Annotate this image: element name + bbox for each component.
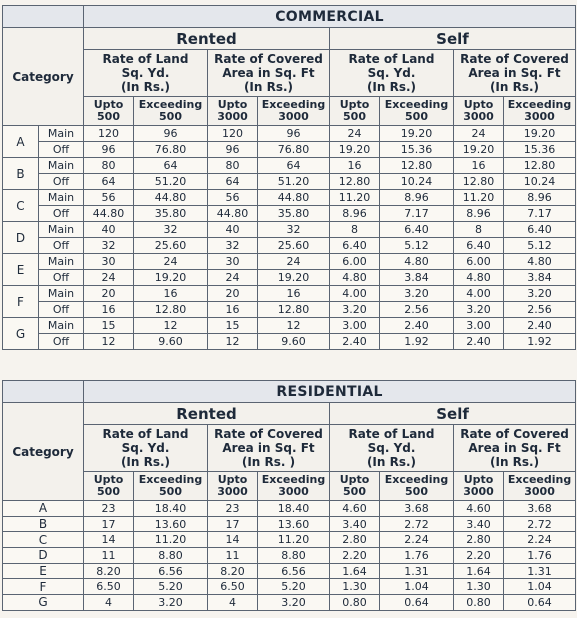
table-row <box>3 158 576 174</box>
rate-cell: 12.80 <box>380 158 454 174</box>
rate-cell: 15.36 <box>380 142 454 158</box>
rate-cell: 35.80 <box>258 206 330 222</box>
rate-cell: 19.20 <box>380 126 454 142</box>
rate-cell: 10.24 <box>504 174 576 190</box>
rate-cell: 10.24 <box>380 174 454 190</box>
rate-cell: 3.00 <box>454 318 504 334</box>
rate-cell: 120 <box>208 126 258 142</box>
location-type-cell: Off <box>39 174 84 190</box>
rate-cell: 2.24 <box>380 532 454 548</box>
title-spacer <box>3 6 84 28</box>
rate-cell: 64 <box>258 158 330 174</box>
category-cell: D <box>3 222 39 254</box>
rate-cell: 0.80 <box>454 595 504 611</box>
rate-cell: 16 <box>84 302 134 318</box>
rate-cell: 3.20 <box>454 302 504 318</box>
rate-cell: 13.60 <box>258 516 330 532</box>
range-header: Exceeding 500 <box>380 472 454 501</box>
range-header: Upto 3000 <box>208 472 258 501</box>
rate-cell: 12.80 <box>454 174 504 190</box>
rate-cell: 4.60 <box>330 501 380 517</box>
rate-cell: 5.20 <box>258 579 330 595</box>
rate-cell: 3.20 <box>504 286 576 302</box>
location-type-cell: Main <box>39 158 84 174</box>
rate-cell: 2.80 <box>454 532 504 548</box>
range-header: Upto 500 <box>84 472 134 501</box>
range-header: Upto 500 <box>330 472 380 501</box>
rate-cell: 44.80 <box>258 190 330 206</box>
rate-cell: 18.40 <box>258 501 330 517</box>
category-cell: E <box>3 254 39 286</box>
self-rate-of-covered-area-header: Rate of Covered Area in Sq. Ft (In Rs.) <box>454 425 576 472</box>
rate-cell: 16 <box>134 286 208 302</box>
table-row <box>3 174 576 190</box>
rate-cell: 0.80 <box>330 595 380 611</box>
rate-cell: 32 <box>134 222 208 238</box>
category-cell: C <box>3 190 39 222</box>
rate-cell: 32 <box>208 238 258 254</box>
rate-cell: 0.64 <box>504 595 576 611</box>
rate-cell: 24 <box>330 126 380 142</box>
rate-cell: 8.96 <box>454 206 504 222</box>
category-header: Category <box>3 28 84 126</box>
rate-cell: 1.64 <box>454 563 504 579</box>
rate-cell: 51.20 <box>258 174 330 190</box>
rate-cell: 4.80 <box>380 254 454 270</box>
rate-cell: 76.80 <box>258 142 330 158</box>
rate-cell: 1.31 <box>380 563 454 579</box>
table-row <box>3 548 576 564</box>
rate-cell: 2.40 <box>454 334 504 350</box>
rate-cell: 0.64 <box>380 595 454 611</box>
rate-cell: 20 <box>208 286 258 302</box>
rate-cell: 30 <box>84 254 134 270</box>
rate-cell: 1.76 <box>504 548 576 564</box>
rented-rate-of-covered-area-header: Rate of Covered Area in Sq. Ft (In Rs. ) <box>208 425 330 472</box>
rented-rate-of-land-header: Rate of Land Sq. Yd. (In Rs.) <box>84 50 208 97</box>
table-row <box>3 206 576 222</box>
rate-cell: 8.20 <box>208 563 258 579</box>
rate-cell: 3.84 <box>380 270 454 286</box>
rate-cell: 8.96 <box>504 190 576 206</box>
table-row <box>3 238 576 254</box>
range-header: Exceeding 3000 <box>258 472 330 501</box>
commercial-table-body <box>3 126 576 350</box>
table-row <box>3 318 576 334</box>
rate-cell: 24 <box>134 254 208 270</box>
category-cell: B <box>3 158 39 190</box>
rate-cell: 11 <box>208 548 258 564</box>
rate-cell: 14 <box>84 532 134 548</box>
location-type-cell: Main <box>39 254 84 270</box>
range-header: Exceeding 500 <box>380 97 454 126</box>
rate-cell: 16 <box>454 158 504 174</box>
rate-cell: 2.40 <box>330 334 380 350</box>
rate-cell: 6.00 <box>330 254 380 270</box>
rate-cell: 2.56 <box>380 302 454 318</box>
range-header: Exceeding 500 <box>134 97 208 126</box>
rate-cell: 24 <box>84 270 134 286</box>
rate-cell: 3.68 <box>504 501 576 517</box>
rate-cell: 8 <box>330 222 380 238</box>
table-row <box>3 254 576 270</box>
rate-cell: 1.31 <box>504 563 576 579</box>
rate-cell: 11.20 <box>454 190 504 206</box>
rate-cell: 1.92 <box>504 334 576 350</box>
rate-cell: 15 <box>208 318 258 334</box>
rate-cell: 32 <box>258 222 330 238</box>
rate-cell: 5.12 <box>380 238 454 254</box>
rate-cell: 6.40 <box>454 238 504 254</box>
category-cell: C <box>3 532 84 548</box>
rate-cell: 16 <box>208 302 258 318</box>
category-cell: E <box>3 563 84 579</box>
rate-cell: 14 <box>208 532 258 548</box>
rate-cell: 4.00 <box>330 286 380 302</box>
self-rate-of-land-header: Rate of Land Sq. Yd. (In Rs.) <box>330 50 454 97</box>
rate-cell: 12 <box>208 334 258 350</box>
rate-cell: 40 <box>84 222 134 238</box>
self-header: Self <box>330 28 576 50</box>
rate-cell: 3.20 <box>134 595 208 611</box>
table-row <box>3 579 576 595</box>
rate-cell: 3.40 <box>330 516 380 532</box>
rate-cell: 56 <box>208 190 258 206</box>
location-type-cell: Off <box>39 270 84 286</box>
rate-cell: 1.64 <box>330 563 380 579</box>
rate-cell: 64 <box>134 158 208 174</box>
location-type-cell: Main <box>39 126 84 142</box>
location-type-cell: Off <box>39 142 84 158</box>
rate-cell: 44.80 <box>84 206 134 222</box>
table-title: COMMERCIAL <box>84 6 576 28</box>
table-row <box>3 334 576 350</box>
rate-cell: 80 <box>84 158 134 174</box>
rate-cell: 2.20 <box>454 548 504 564</box>
rate-cell: 12.80 <box>258 302 330 318</box>
category-cell: B <box>3 516 84 532</box>
category-cell: A <box>3 501 84 517</box>
rate-cell: 1.30 <box>330 579 380 595</box>
rate-cell: 6.50 <box>208 579 258 595</box>
rate-cell: 18.40 <box>134 501 208 517</box>
rate-cell: 4.80 <box>330 270 380 286</box>
rate-cell: 6.56 <box>258 563 330 579</box>
rate-cell: 19.20 <box>134 270 208 286</box>
rented-header: Rented <box>84 403 330 425</box>
rate-cell: 25.60 <box>134 238 208 254</box>
rate-cell: 76.80 <box>134 142 208 158</box>
rate-cell: 23 <box>84 501 134 517</box>
range-header: Upto 500 <box>330 97 380 126</box>
rate-cell: 8.20 <box>84 563 134 579</box>
rate-cell: 19.20 <box>258 270 330 286</box>
range-header: Exceeding 3000 <box>504 97 576 126</box>
rate-cell: 4.60 <box>454 501 504 517</box>
commercial-rates-table <box>2 5 576 350</box>
rate-cell: 19.20 <box>330 142 380 158</box>
rate-cell: 6.40 <box>380 222 454 238</box>
rate-cell: 8.80 <box>134 548 208 564</box>
location-type-cell: Off <box>39 334 84 350</box>
category-cell: F <box>3 579 84 595</box>
rate-cell: 44.80 <box>134 190 208 206</box>
rate-cell: 3.68 <box>380 501 454 517</box>
location-type-cell: Off <box>39 302 84 318</box>
location-type-cell: Main <box>39 318 84 334</box>
rate-cell: 1.30 <box>454 579 504 595</box>
rate-cell: 8.80 <box>258 548 330 564</box>
rate-cell: 16 <box>330 158 380 174</box>
rate-cell: 11.20 <box>330 190 380 206</box>
rate-cell: 51.20 <box>134 174 208 190</box>
range-header: Exceeding 500 <box>134 472 208 501</box>
rate-cell: 4.80 <box>454 270 504 286</box>
rate-cell: 35.80 <box>134 206 208 222</box>
residential-table-body <box>3 501 576 611</box>
location-type-cell: Off <box>39 238 84 254</box>
rate-cell: 12.80 <box>504 158 576 174</box>
self-rate-of-land-header: Rate of Land Sq. Yd. (In Rs.) <box>330 425 454 472</box>
rate-cell: 120 <box>84 126 134 142</box>
rate-cell: 15 <box>84 318 134 334</box>
title-spacer <box>3 381 84 403</box>
rate-cell: 96 <box>208 142 258 158</box>
rate-cell: 2.40 <box>504 318 576 334</box>
table-row <box>3 270 576 286</box>
rate-cell: 20 <box>84 286 134 302</box>
range-header: Upto 500 <box>84 97 134 126</box>
rate-cell: 3.20 <box>330 302 380 318</box>
rate-cell: 40 <box>208 222 258 238</box>
rate-cell: 12.80 <box>134 302 208 318</box>
table-row <box>3 222 576 238</box>
rate-cell: 7.17 <box>380 206 454 222</box>
table-title: RESIDENTIAL <box>84 381 576 403</box>
category-cell: A <box>3 126 39 158</box>
rate-cell: 8.96 <box>330 206 380 222</box>
rate-cell: 3.20 <box>380 286 454 302</box>
rate-cell: 17 <box>208 516 258 532</box>
rented-rate-of-covered-area-header: Rate of Covered Area in Sq. Ft (In Rs.) <box>208 50 330 97</box>
rate-cell: 6.40 <box>330 238 380 254</box>
rented-header: Rented <box>84 28 330 50</box>
rate-cell: 9.60 <box>134 334 208 350</box>
rate-cell: 44.80 <box>208 206 258 222</box>
category-cell: G <box>3 595 84 611</box>
rate-cell: 2.24 <box>504 532 576 548</box>
rate-cell: 1.04 <box>504 579 576 595</box>
rate-cell: 5.20 <box>134 579 208 595</box>
rate-cell: 24 <box>258 254 330 270</box>
rate-cell: 32 <box>84 238 134 254</box>
rented-rate-of-land-header: Rate of Land Sq. Yd. (In Rs.) <box>84 425 208 472</box>
table-row <box>3 286 576 302</box>
table-row <box>3 142 576 158</box>
rate-cell: 64 <box>208 174 258 190</box>
rate-cell: 12 <box>134 318 208 334</box>
rate-cell: 25.60 <box>258 238 330 254</box>
rate-cell: 24 <box>208 270 258 286</box>
rate-cell: 4 <box>84 595 134 611</box>
rate-cell: 2.20 <box>330 548 380 564</box>
location-type-cell: Main <box>39 222 84 238</box>
rate-cell: 96 <box>258 126 330 142</box>
rate-cell: 4.80 <box>504 254 576 270</box>
rate-cell: 12 <box>84 334 134 350</box>
rate-cell: 7.17 <box>504 206 576 222</box>
category-header: Category <box>3 403 84 501</box>
range-header: Upto 3000 <box>454 97 504 126</box>
rate-cell: 6.40 <box>504 222 576 238</box>
table-row <box>3 595 576 611</box>
rate-cell: 2.80 <box>330 532 380 548</box>
residential-rates-table <box>2 380 576 611</box>
table-row <box>3 516 576 532</box>
rate-cell: 6.00 <box>454 254 504 270</box>
table-row <box>3 501 576 517</box>
category-cell: G <box>3 318 39 350</box>
rate-cell: 6.56 <box>134 563 208 579</box>
rate-cell: 24 <box>454 126 504 142</box>
table-row <box>3 190 576 206</box>
table-row <box>3 563 576 579</box>
rate-cell: 13.60 <box>134 516 208 532</box>
rate-cell: 2.72 <box>504 516 576 532</box>
rate-cell: 15.36 <box>504 142 576 158</box>
category-cell: D <box>3 548 84 564</box>
table-row <box>3 532 576 548</box>
rate-cell: 3.20 <box>258 595 330 611</box>
rate-cell: 19.20 <box>504 126 576 142</box>
rate-cell: 8 <box>454 222 504 238</box>
range-header: Exceeding 3000 <box>258 97 330 126</box>
rate-cell: 4.00 <box>454 286 504 302</box>
rate-cell: 3.40 <box>454 516 504 532</box>
rate-cell: 3.00 <box>330 318 380 334</box>
rate-cell: 64 <box>84 174 134 190</box>
rate-cell: 2.72 <box>380 516 454 532</box>
range-header: Exceeding 3000 <box>504 472 576 501</box>
location-type-cell: Main <box>39 190 84 206</box>
rate-cell: 5.12 <box>504 238 576 254</box>
range-header-row <box>3 97 576 126</box>
rate-cell: 9.60 <box>258 334 330 350</box>
rate-cell: 8.96 <box>380 190 454 206</box>
rate-cell: 16 <box>258 286 330 302</box>
rate-cell: 1.76 <box>380 548 454 564</box>
table-row <box>3 302 576 318</box>
rate-cell: 96 <box>134 126 208 142</box>
rate-cell: 3.84 <box>504 270 576 286</box>
rate-cell: 4 <box>208 595 258 611</box>
location-type-cell: Main <box>39 286 84 302</box>
range-header: Upto 3000 <box>208 97 258 126</box>
category-cell: F <box>3 286 39 318</box>
self-header: Self <box>330 403 576 425</box>
self-rate-of-covered-area-header: Rate of Covered Area in Sq. Ft (In Rs.) <box>454 50 576 97</box>
location-type-cell: Off <box>39 206 84 222</box>
rate-cell: 1.04 <box>380 579 454 595</box>
rate-cell: 11.20 <box>258 532 330 548</box>
rate-cell: 30 <box>208 254 258 270</box>
range-header: Upto 3000 <box>454 472 504 501</box>
rate-cell: 11.20 <box>134 532 208 548</box>
rate-cell: 2.40 <box>380 318 454 334</box>
rate-cell: 12 <box>258 318 330 334</box>
range-header-row <box>3 472 576 501</box>
rate-cell: 19.20 <box>454 142 504 158</box>
table-row <box>3 126 576 142</box>
rate-cell: 23 <box>208 501 258 517</box>
rate-cell: 1.92 <box>380 334 454 350</box>
rate-cell: 56 <box>84 190 134 206</box>
rate-cell: 17 <box>84 516 134 532</box>
rate-cell: 11 <box>84 548 134 564</box>
rate-cell: 96 <box>84 142 134 158</box>
rate-cell: 6.50 <box>84 579 134 595</box>
rate-cell: 12.80 <box>330 174 380 190</box>
rate-cell: 80 <box>208 158 258 174</box>
rate-cell: 2.56 <box>504 302 576 318</box>
